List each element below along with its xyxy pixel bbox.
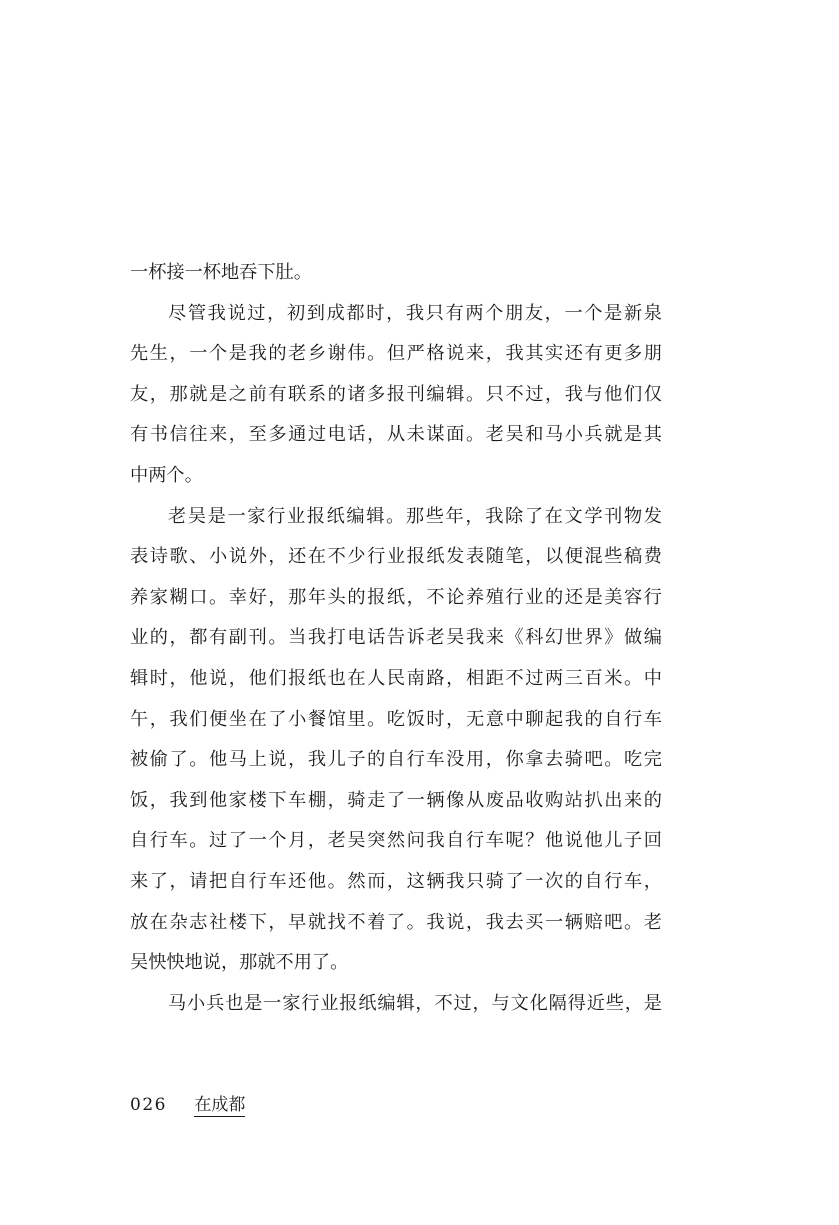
text-line: 有书信往来，至多通过电话，从未谋面。老吴和马小兵就是其 (130, 424, 662, 446)
text-line: 饭，我到他家楼下车棚，骑走了一辆像从废品收购站扒出来的 (130, 789, 662, 811)
text-line: 吴怏怏地说，那就不用了。 (130, 952, 349, 974)
text-line: 先生，一个是我的老乡谢伟。但严格说来，我其实还有更多朋 (130, 343, 662, 365)
text-line: 被偷了。他马上说，我儿子的自行车没用，你拿去骑吧。吃完 (130, 749, 662, 771)
text-line: 表诗歌、小说外，还在不少行业报纸发表随笔，以便混些稿费 (130, 546, 662, 568)
text-line: 辑时，他说，他们报纸也在人民南路，相距不过两三百米。中 (130, 667, 662, 689)
paragraph-first-line: 马小兵也是一家行业报纸编辑，不过，与文化隔得近些，是 (168, 992, 662, 1014)
text-line: 来了，请把自行车还他。然而，这辆我只骑了一次的自行车， (130, 870, 662, 892)
paragraph-first-line: 老吴是一家行业报纸编辑。那些年，我除了在文学刊物发 (168, 505, 662, 527)
text-line: 自行车。过了一个月，老吴突然问我自行车呢？他说他儿子回 (130, 830, 662, 852)
text-line: 午，我们便坐在了小餐馆里。吃饭时，无意中聊起我的自行车 (130, 708, 662, 730)
text-line: 养家糊口。幸好，那年头的报纸，不论养殖行业的还是美容行 (130, 586, 662, 608)
text-line: 友，那就是之前有联系的诸多报刊编辑。只不过，我与他们仅 (130, 383, 662, 405)
running-book-title: 在成都 (194, 1095, 246, 1115)
text-line: 中两个。 (130, 464, 203, 486)
text-line: 业的，都有副刊。当我打电话告诉老吴我来《科幻世界》做编 (130, 627, 662, 649)
paragraph-first-line: 尽管我说过，初到成都时，我只有两个朋友，一个是新泉 (168, 302, 662, 324)
page-body-text (130, 253, 662, 1024)
page-footer (130, 1090, 245, 1120)
text-line: 放在杂志社楼下，早就找不着了。我说，我去买一辆赔吧。老 (130, 911, 662, 933)
text-line: 一杯接一杯地吞下肚。 (130, 262, 312, 283)
page-number: 026 (130, 1095, 167, 1115)
